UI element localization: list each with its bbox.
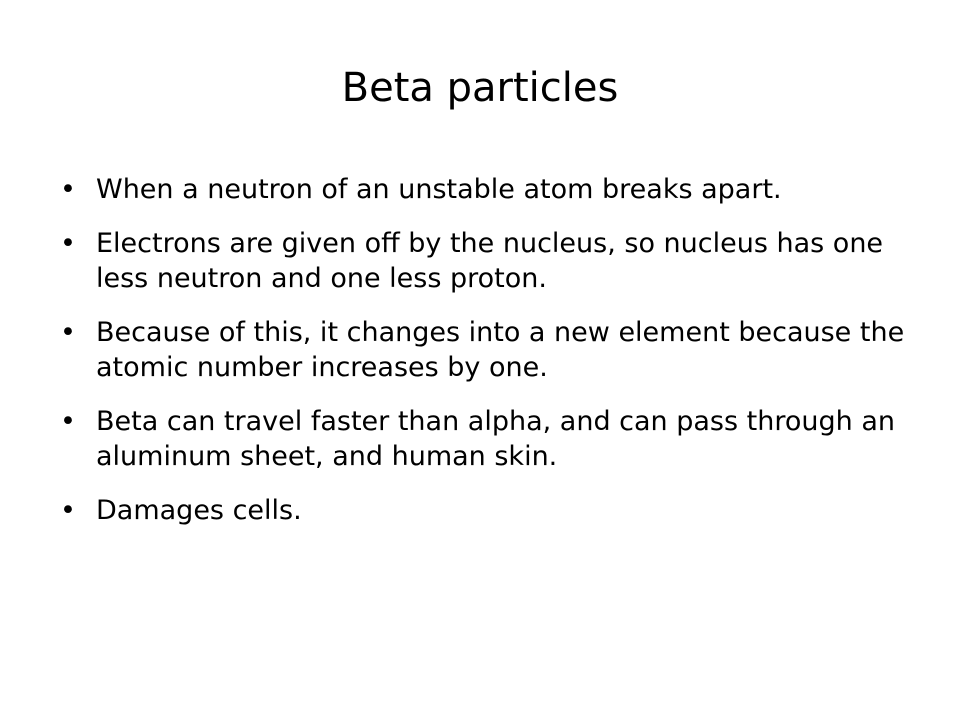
bullet-dot-icon: • [60,228,76,259]
bullet-item [60,315,920,385]
bullet-item [60,172,920,207]
bullet-list [60,172,920,547]
bullet-item [60,226,920,296]
bullet-item [60,493,920,528]
bullet-text: Beta can travel faster than alpha, and can pass through an aluminum sheet, and human skin. [96,406,895,472]
slide-title: Beta particles [341,65,619,111]
bullet-item [60,404,920,474]
bullet-text: Electrons are given off by the nucleus, so nucleus has one less neutron and one less proton. [96,228,884,294]
bullet-dot-icon: • [60,406,76,437]
bullet-dot-icon: • [60,174,76,205]
bullet-text: Damages cells. [96,495,302,526]
bullet-text: Because of this, it changes into a new element because the atomic number increases by one. [96,317,905,383]
bullet-dot-icon: • [60,317,76,348]
bullet-dot-icon: • [60,495,76,526]
bullet-text: When a neutron of an unstable atom breaks apart. [96,174,782,205]
